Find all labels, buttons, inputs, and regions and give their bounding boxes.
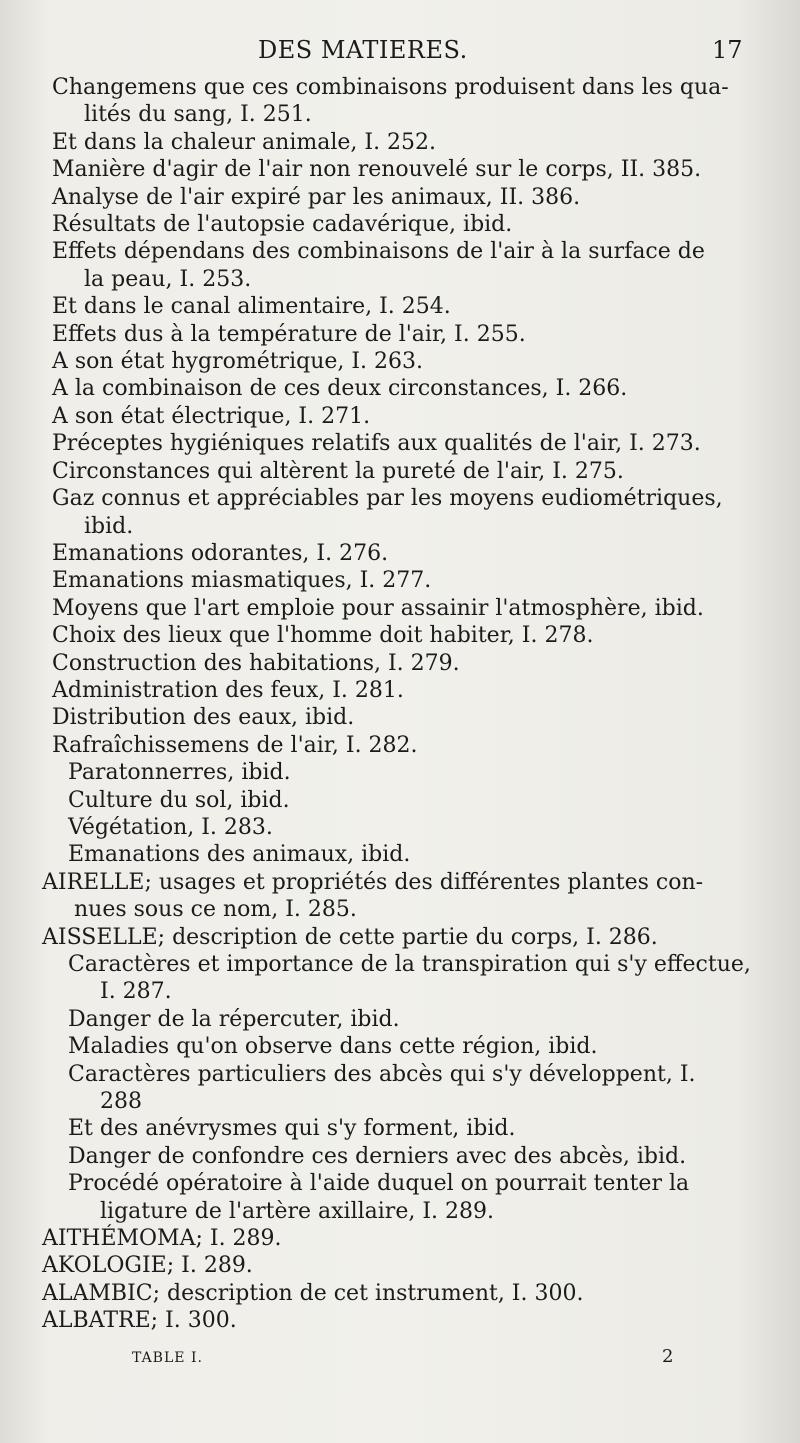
entry-continuation-line: nues sous ce nom, I. 285. <box>74 897 357 923</box>
index-subentry <box>0 677 800 704</box>
page-number: 17 <box>712 36 743 64</box>
entry-line: Choix des lieux que l'homme doit habiter, I. 278. <box>52 623 594 649</box>
signature-mark: TABLE I. <box>132 1350 203 1366</box>
index-entries <box>0 74 800 1335</box>
entry-line: Effets dus à la température de l'air, I. 255. <box>52 321 526 347</box>
entry-line: Distribution des eaux, ibid. <box>52 705 355 731</box>
entry-line: Et dans la chaleur animale, I. 252. <box>52 129 437 155</box>
entry-line: Caractères et importance de la transpiration qui s'y effectue, <box>68 952 751 977</box>
entry-line: Emanations odorantes, I. 276. <box>52 540 389 566</box>
index-subentry <box>0 129 800 156</box>
page-footer <box>0 1346 800 1376</box>
entry-line: Construction des habitations, I. 279. <box>52 650 460 676</box>
index-headword-entry <box>0 1280 800 1307</box>
index-subentry <box>0 458 800 485</box>
entry-line: AIRELLE; usages et propriétés des différentes plantes con- <box>42 869 704 895</box>
entry-line: A la combinaison de ces deux circonstances, I. 266. <box>52 376 628 402</box>
index-headword-entry <box>0 869 800 924</box>
entry-line: AITHÉMOMA; I. 289. <box>42 1226 282 1252</box>
entry-continuation-line: ligature de l'artère axillaire, I. 289. <box>100 1198 494 1224</box>
entry-line: Et dans le canal alimentaire, I. 254. <box>52 294 451 320</box>
index-subentry <box>0 74 800 129</box>
index-subentry <box>0 540 800 567</box>
index-subentry <box>0 650 800 677</box>
index-headword-entry <box>0 1307 800 1334</box>
index-subentry <box>0 211 800 238</box>
entry-line: Préceptes hygiéniques relatifs aux qualités de l'air, I. 273. <box>52 431 701 457</box>
index-subentry <box>0 787 800 814</box>
entry-line: Administration des feux, I. 281. <box>52 677 404 703</box>
index-subentry <box>0 238 800 293</box>
entry-line: Gaz connus et appréciables par les moyens eudiométriques, <box>52 486 723 512</box>
entry-continuation-line: la peau, I. 253. <box>84 266 252 292</box>
index-subentry <box>0 184 800 211</box>
index-subentry <box>0 1061 800 1116</box>
index-subentry <box>0 430 800 457</box>
entry-line: Culture du sol, ibid. <box>68 787 290 813</box>
index-subentry <box>0 485 800 540</box>
entry-line: Emanations miasmatiques, I. 277. <box>52 568 432 594</box>
index-subentry <box>0 375 800 402</box>
index-headword-entry <box>0 1225 800 1252</box>
index-subentry <box>0 1006 800 1033</box>
index-subentry <box>0 1115 800 1142</box>
index-subentry <box>0 622 800 649</box>
entry-line: Circonstances qui altèrent la pureté de l'air, I. 275. <box>52 458 624 484</box>
entry-continuation-line: I. 287. <box>100 979 172 1005</box>
entry-continuation-line: ibid. <box>84 513 134 539</box>
index-subentry <box>0 1170 800 1225</box>
entry-line: A son état électrique, I. 271. <box>52 403 371 429</box>
index-subentry <box>0 759 800 786</box>
index-subentry <box>0 156 800 183</box>
index-subentry <box>0 293 800 320</box>
index-subentry <box>0 704 800 731</box>
index-headword-entry <box>0 924 800 951</box>
entry-line: Procédé opératoire à l'aide duquel on pourrait tenter la <box>68 1171 690 1197</box>
page-header <box>0 34 800 74</box>
entry-line: Manière d'agir de l'air non renouvelé sur le corps, II. 385. <box>52 157 702 183</box>
entry-line: Rafraîchissemens de l'air, I. 282. <box>52 732 418 758</box>
entry-line: AKOLOGIE; I. 289. <box>42 1253 253 1279</box>
entry-line: Effets dépendans des combinaisons de l'air à la surface de <box>52 239 705 265</box>
index-subentry <box>0 1033 800 1060</box>
entry-continuation-line: lités du sang, I. 251. <box>84 102 312 128</box>
index-subentry <box>0 321 800 348</box>
index-subentry <box>0 403 800 430</box>
entry-line: ALAMBIC; description de cet instrument, I. 300. <box>42 1280 584 1306</box>
entry-line: Résultats de l'autopsie cadavérique, ibid. <box>52 212 513 238</box>
entry-line: Paratonnerres, ibid. <box>68 760 291 786</box>
running-title: DES MATIERES. <box>258 36 468 64</box>
entry-line: ALBATRE; I. 300. <box>42 1308 237 1334</box>
entry-line: AISSELLE; description de cette partie du corps, I. 286. <box>42 924 658 950</box>
sheet-number: 2 <box>662 1346 674 1367</box>
index-subentry <box>0 732 800 759</box>
entry-line: Maladies qu'on observe dans cette région, ibid. <box>68 1034 598 1060</box>
index-subentry <box>0 348 800 375</box>
entry-line: Danger de la répercuter, ibid. <box>68 1006 400 1032</box>
index-subentry <box>0 951 800 1006</box>
entry-line: A son état hygrométrique, I. 263. <box>52 349 424 375</box>
index-subentry <box>0 567 800 594</box>
entry-line: Emanations des animaux, ibid. <box>68 842 411 868</box>
entry-line: Végétation, I. 283. <box>68 814 273 840</box>
index-subentry <box>0 814 800 841</box>
entry-line: Analyse de l'air expiré par les animaux, II. 386. <box>52 184 581 210</box>
entry-line: Et des anévrysmes qui s'y forment, ibid. <box>68 1116 516 1142</box>
entry-line: Moyens que l'art emploie pour assainir l'atmosphère, ibid. <box>52 595 704 621</box>
entry-line: Changemens que ces combinaisons produisent dans les qua- <box>52 75 729 100</box>
entry-continuation-line: 288 <box>100 1089 142 1115</box>
entry-line: Danger de confondre ces derniers avec des abcès, ibid. <box>68 1143 687 1169</box>
index-subentry <box>0 841 800 868</box>
index-subentry <box>0 595 800 622</box>
index-subentry <box>0 1143 800 1170</box>
entry-line: Caractères particuliers des abcès qui s'y développent, I. <box>68 1061 696 1087</box>
index-headword-entry <box>0 1252 800 1279</box>
